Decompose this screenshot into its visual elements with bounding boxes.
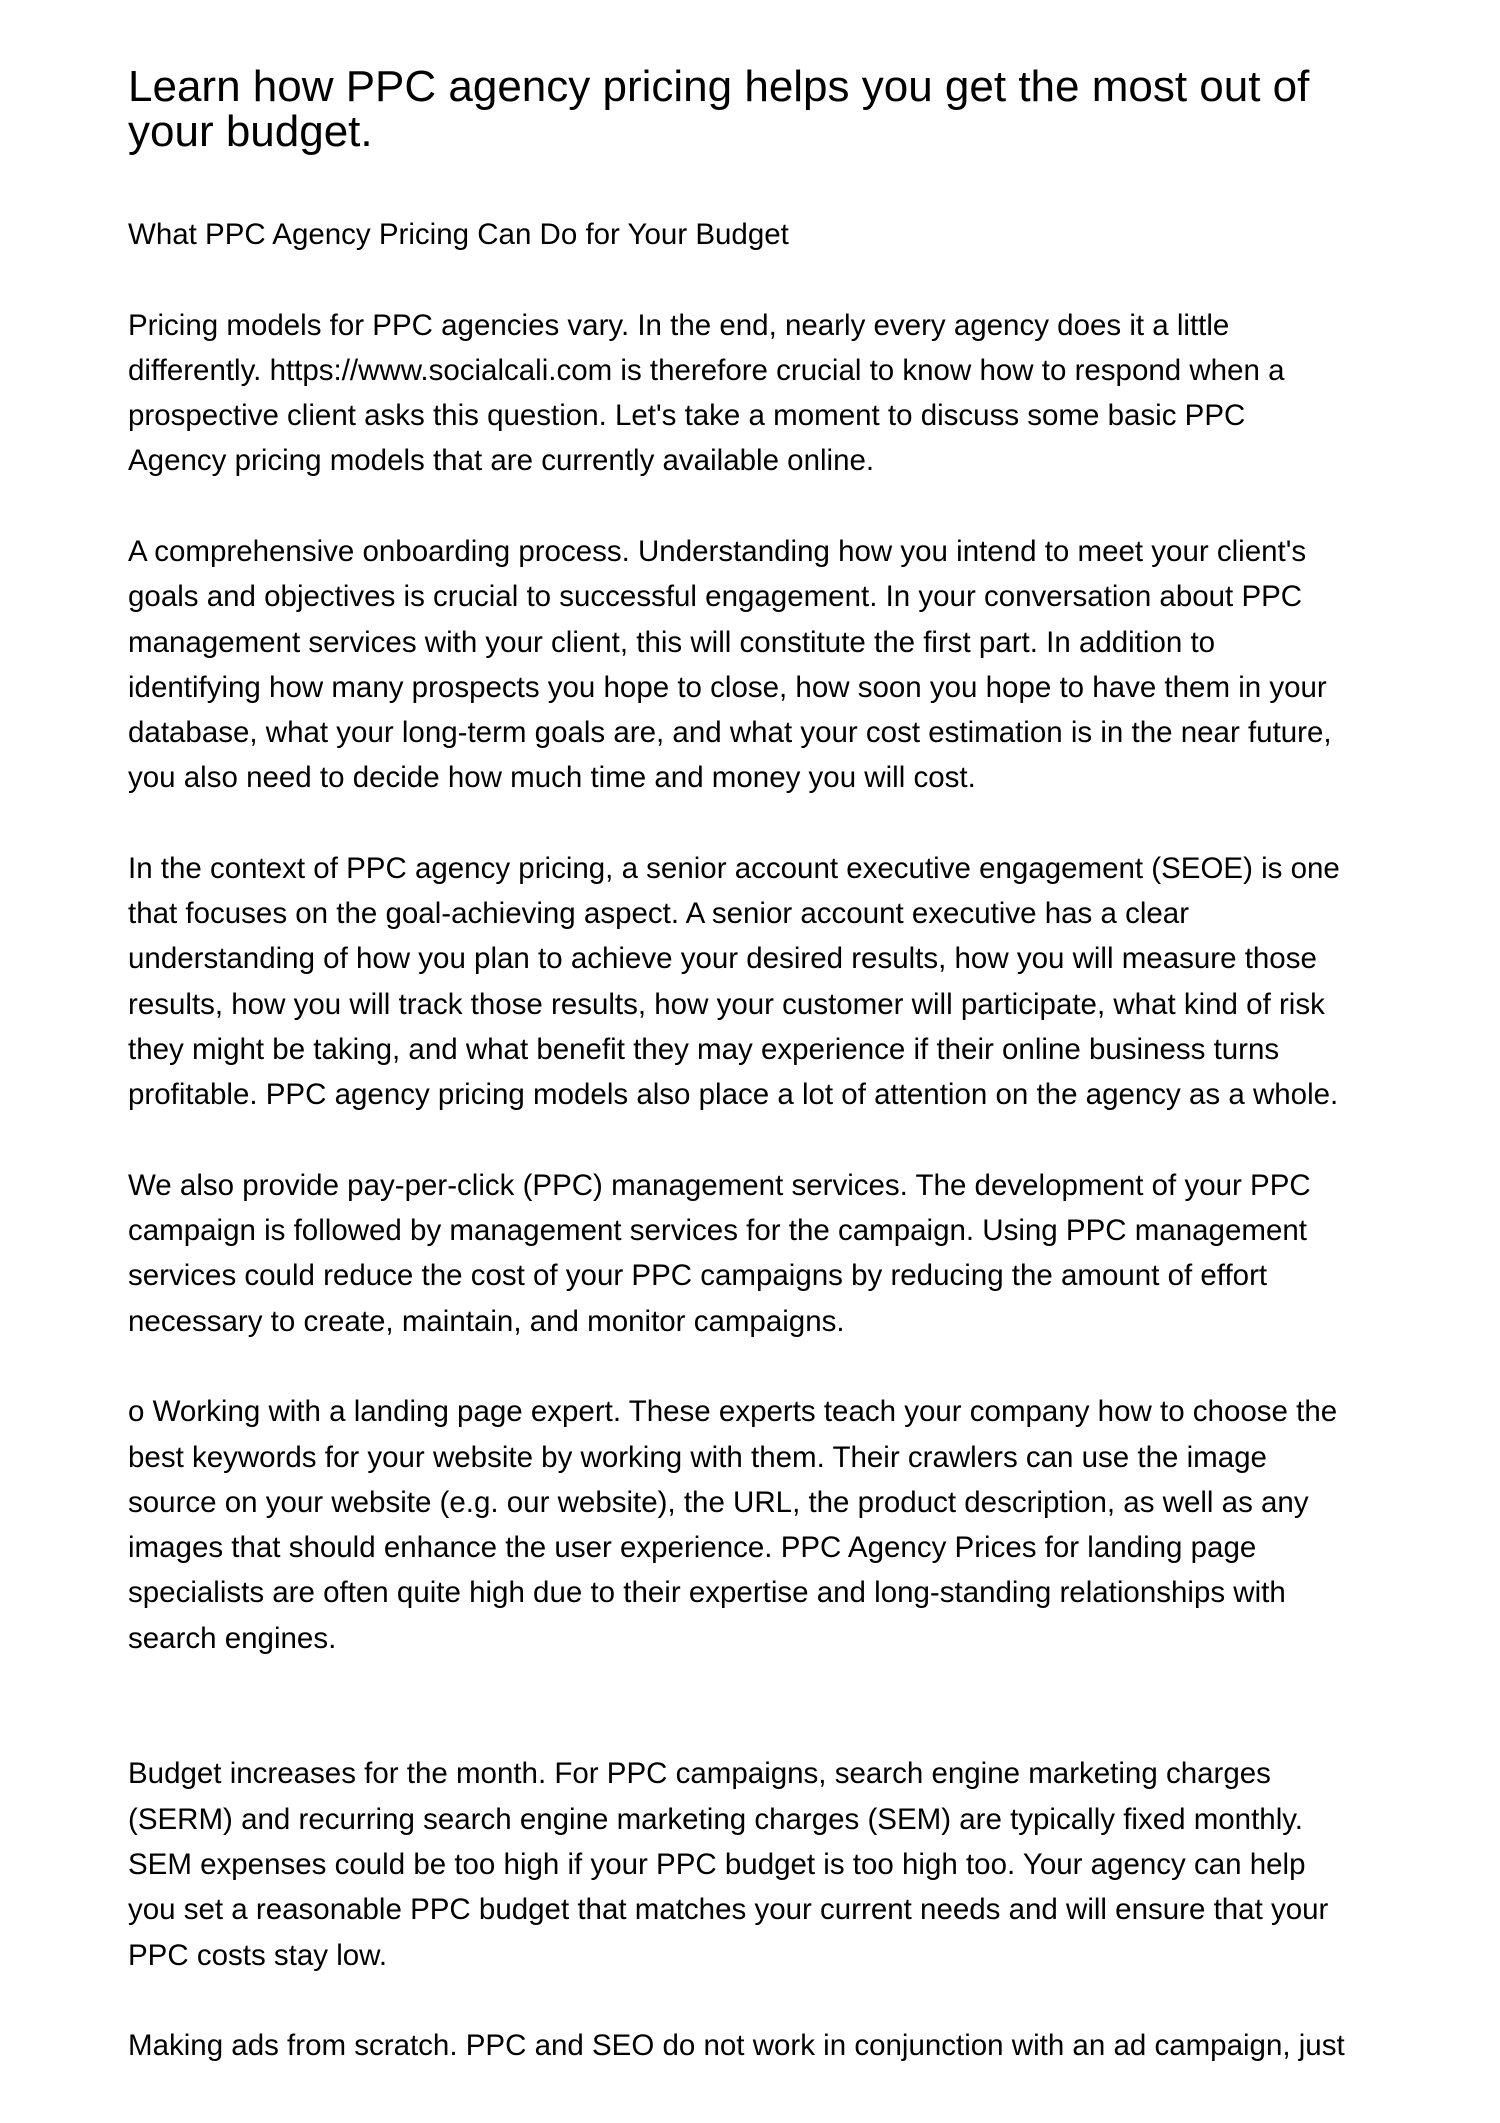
article-body <box>128 212 1345 2114</box>
text-line: images that should enhance the user experience. PPC Agency Prices for landing page <box>128 1531 1257 1565</box>
text-line: database, what your long-term goals are, and what your cost estimation is in the near future, <box>128 716 1332 750</box>
text-line: profitable. PPC agency pricing models also place a lot of attention on the agency as a whole. <box>128 1078 1339 1112</box>
text-line: (SERM) and recurring search engine marketing charges (SEM) are typically fixed monthly. <box>128 1802 1304 1836</box>
paragraph-making-ads <box>128 2023 1345 2068</box>
text-line: results, how you will track those results, how your customer will participate, what kind of risk <box>128 987 1325 1021</box>
text-line: identifying how many prospects you hope to close, how soon you hope to have them in your <box>128 670 1327 704</box>
title-line: your budget. <box>128 107 373 156</box>
paragraph-management-services <box>128 1163 1345 1344</box>
text-line: services could reduce the cost of your PPC campaigns by reducing the amount of effort <box>128 1259 1268 1293</box>
text-line: Agency pricing models that are currently available online. <box>128 444 875 478</box>
paragraph-seoe <box>128 846 1345 1118</box>
text-line: PPC costs stay low. <box>128 1938 388 1972</box>
text-line: We also provide pay-per-click (PPC) management services. The development of your PPC <box>128 1168 1311 1202</box>
text-line: you also need to decide how much time and money you will cost. <box>128 761 976 795</box>
text-line: SEM expenses could be too high if your PPC budget is too high too. Your agency can help <box>128 1848 1306 1882</box>
paragraph-onboarding <box>128 529 1345 801</box>
text-line: In the context of PPC agency pricing, a senior account executive engagement (SEOE) is one <box>128 851 1340 885</box>
text-line: best keywords for your website by working with them. Their crawlers can use the image <box>128 1440 1267 1474</box>
text-line: o Working with a landing page expert. These experts teach your company how to choose the <box>128 1395 1338 1429</box>
text-line: necessary to create, maintain, and monitor campaigns. <box>128 1304 845 1338</box>
text-line: campaign is followed by management services for the campaign. Using PPC management <box>128 1214 1307 1248</box>
page-title <box>128 64 1309 154</box>
text-line: search engines. <box>128 1621 337 1655</box>
text-line: A comprehensive onboarding process. Understanding how you intend to meet your client's <box>128 534 1307 568</box>
paragraph-pricing-models <box>128 303 1345 484</box>
paragraph-budget-increases <box>128 1751 1345 1977</box>
text-line: differently. https://www.socialcali.com is therefore crucial to know how to respond when a <box>128 353 1285 387</box>
paragraph-landing-page-expert <box>128 1389 1345 1661</box>
text-line: you set a reasonable PPC budget that matches your current needs and will ensure that your <box>128 1893 1329 1927</box>
text-line: source on your website (e.g. our website), the URL, the product description, as well as any <box>128 1485 1309 1519</box>
text-line: understanding of how you plan to achieve your desired results, how you will measure those <box>128 942 1317 976</box>
text-line: prospective client asks this question. Let's take a moment to discuss some basic PPC <box>128 399 1246 433</box>
text-line: they might be taking, and what benefit they may experience if their online business turns <box>128 1033 1280 1067</box>
title-line: Learn how PPC agency pricing helps you get the most out of <box>128 62 1310 111</box>
subtitle: What PPC Agency Pricing Can Do for Your Budget <box>128 218 789 251</box>
text-line: management services with your client, this will constitute the first part. In addition to <box>128 625 1216 659</box>
text-line: Making ads from scratch. PPC and SEO do not work in conjunction with an ad campaign, just <box>128 2029 1345 2063</box>
text-line: Budget increases for the month. For PPC campaigns, search engine marketing charges <box>128 1757 1271 1791</box>
text-line: goals and objectives is crucial to successful engagement. In your conversation about PPC <box>128 580 1303 614</box>
text-line: specialists are often quite high due to their expertise and long-standing relationships with <box>128 1576 1286 1610</box>
text-line: Pricing models for PPC agencies vary. In the end, nearly every agency does it a little <box>128 308 1230 342</box>
text-line: that focuses on the goal-achieving aspect. A senior account executive has a clear <box>128 897 1190 931</box>
